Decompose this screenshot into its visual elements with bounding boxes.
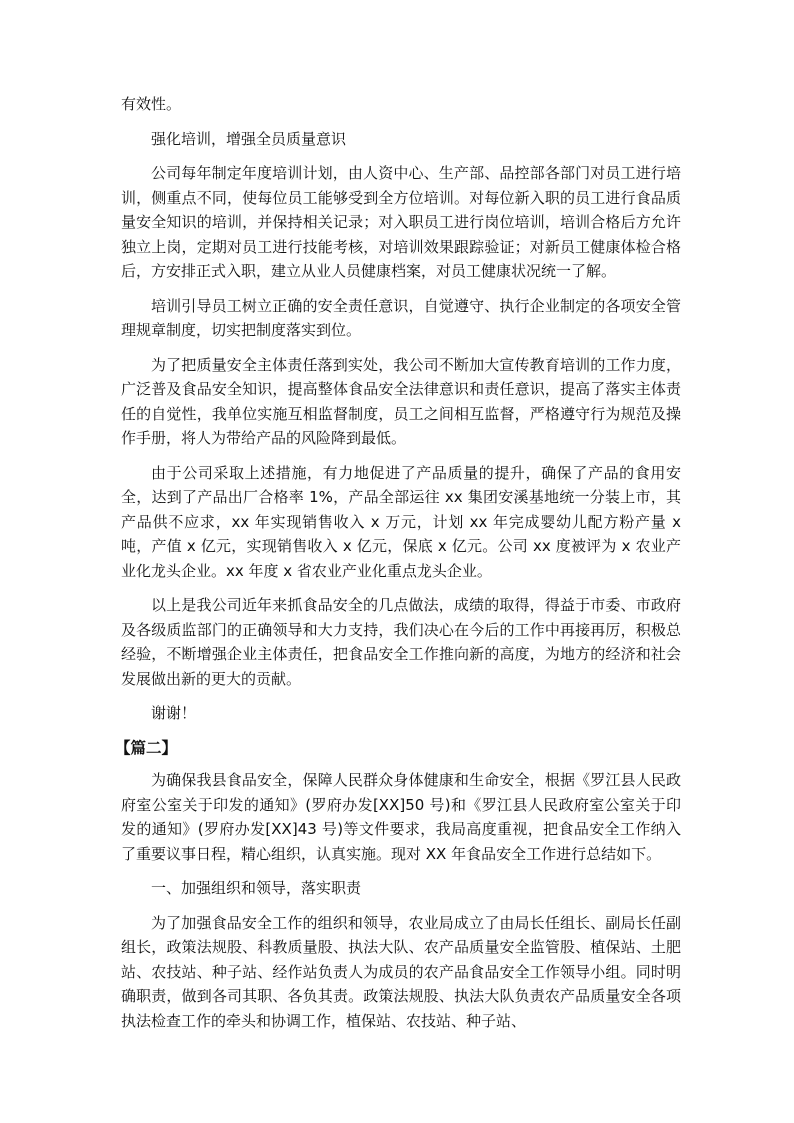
paragraph-organization: 为了加强食品安全工作的组织和领导，农业局成立了由局长任组长、副局长任副组长，政策法规股、科教质量股、执法大队、农产品质量安全监管股、植保站、土肥站、农技站、种子站、经作站负责人为成员的农产品食品安全工作领导小组。同时明确职责，做到各司其职、各负其责。政策法规股、执法大队负责农产品质量安全各项执法检查工作的牵头和协调工作，植保站、农技站、种子站、 — [121, 913, 681, 1030]
document-body — [115, 92, 681, 1043]
paragraph-thanks: 谢谢！ — [151, 704, 197, 722]
paragraph-continuation: 有效性。 — [121, 95, 182, 113]
paragraph-training-plan: 公司每年制定年度培训计划，由人资中心、生产部、品控部各部门对员工进行培训，侧重点不同，使每位员工能够受到全方位培训。对每位新入职的员工进行食品质量安全知识的培训，并保持相关记录；对入职员工进行岗位培训，培训合格后方允许独立上岗，定期对员工进行技能考核，对培训效果跟踪验证；对新员工健康体检合格后，方安排正式入职，建立从业人员健康档案，对员工健康状况统一了解。 — [121, 164, 681, 280]
subheading-training: 强化培训，增强全员质量意识 — [151, 129, 347, 148]
paragraph-responsibility: 为了把质量安全主体责任落到实处，我公司不断加大宣传教育培训的工作力度，广泛普及食品安全知识，提高整体食品安全法律意识和责任意识，提高了落实主体责任的自觉性，我单位实施互相监督制度，员工之间相互监督，严格遵守行为规范及操作手册，将人为带给产品的风险降到最低。 — [121, 355, 681, 447]
subheading-organization: 一、加强组织和领导，落实职责 — [151, 879, 362, 897]
paragraph-conclusion: 以上是我公司近年来抓食品安全的几点做法，成绩的取得，得益于市委、市政府及各级质监部门的正确领导和大力支持，我们决心在今后的工作中再接再厉，积极总经验，不断增强企业主体责任，把食品安全工作推向新的高度，为地方的经济和社会发展做出新的更大的贡献。 — [121, 596, 681, 688]
paragraph-training-guidance: 培训引导员工树立正确的安全责任意识，自觉遵守、执行企业制定的各项安全管理规章制度，切实把制度落实到位。 — [121, 296, 681, 339]
paragraph-results: 由于公司采取上述措施，有力地促进了产品质量的提升，确保了产品的食用安全，达到了产品出厂合格率 1%，产品全部运往 xx 集团安溪基地统一分装上市，其产品供不应求，xx 年实现销售收入 x 万元，计划 xx 年完成婴幼儿配方粉产量 x 吨，产值 x 亿元，实现销售收入 x 亿元，保底 x 亿元。公司 xx 度被评为 x 农业产业化龙头企业。xx 年度 x 省农业产业化重点龙头企业。 — [121, 463, 681, 580]
paragraph-section2-intro: 为确保我县食品安全，保障人民群众身体健康和生命安全，根据《罗江县人民政府室公室关于印发的通知》(罗府办发[XX]50 号)和《罗江县人民政府室公室关于印发的通知》(罗府办发[XX]43 号)等文件要求，我局高度重视，把食品安全工作纳入了重要议事日程，精心组织，认真实施。现对 XX 年食品安全工作进行总结如下。 — [121, 771, 681, 863]
section-heading: 【篇二】 — [115, 738, 178, 757]
